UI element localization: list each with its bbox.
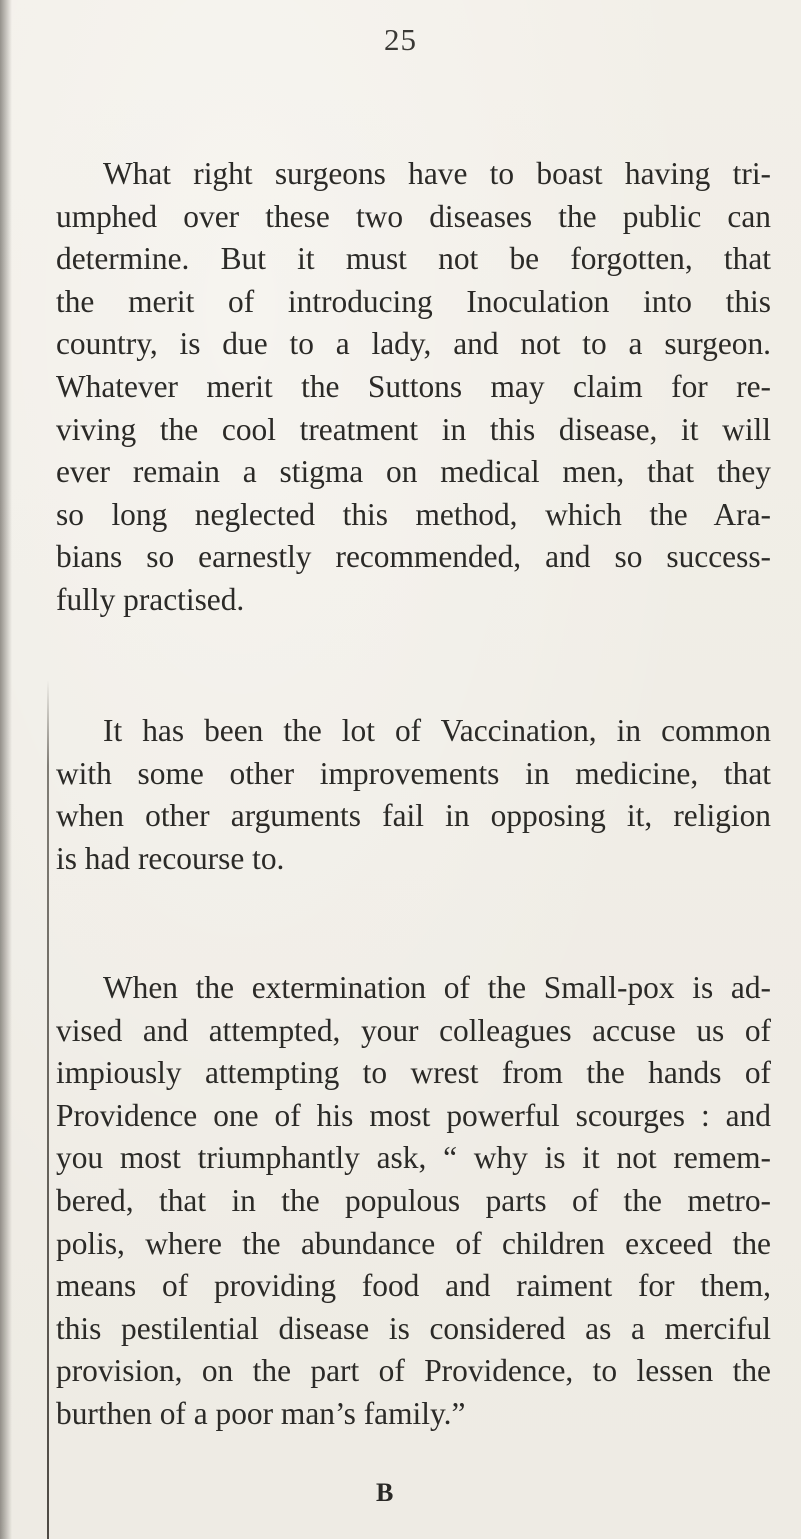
binding-shadow (0, 0, 12, 1539)
binding-edge (47, 680, 49, 1539)
paragraph-3 (56, 967, 771, 1436)
text-line: provision, on the part of Providence, to lessen the (56, 1353, 771, 1389)
text-line: the merit of introducing Inoculation into this (56, 283, 771, 319)
text-line: viving the cool treatment in this disease, it will (56, 411, 771, 447)
text-line: When the extermination of the Small-pox is ad- (103, 970, 771, 1005)
paragraph-1 (56, 153, 771, 622)
text-line: umphed over these two diseases the public can (56, 198, 771, 234)
text-line: bered, that in the populous parts of the metro- (56, 1182, 771, 1218)
text-line: burthen of a poor man’s family.” (56, 1395, 466, 1431)
text-line: Whatever merit the Suttons may claim for re- (56, 368, 771, 404)
text-line: It has been the lot of Vaccination, in common (103, 713, 771, 748)
text-line: means of providing food and raiment for them, (56, 1268, 771, 1304)
text-line: this pestilential disease is considered as a merciful (56, 1310, 771, 1346)
paragraph-2 (56, 710, 771, 880)
text-line: you most triumphantly ask, “ why is it not remem- (56, 1140, 771, 1176)
text-line: impiously attempting to wrest from the hands of (56, 1055, 771, 1091)
text-line: so long neglected this method, which the Ara- (56, 496, 771, 532)
text-line: bians so earnestly recommended, and so success- (56, 539, 771, 575)
text-line: is had recourse to. (56, 840, 285, 876)
text-line: determine. But it must not be forgotten, that (56, 241, 771, 277)
text-line: vised and attempted, your colleagues accuse us of (56, 1012, 771, 1048)
text-line: when other arguments fail in opposing it, religion (56, 798, 771, 834)
text-line: with some other improvements in medicine, that (56, 755, 771, 791)
text-line: country, is due to a lady, and not to a surgeon. (56, 326, 771, 362)
text-line: Providence one of his most powerful scourges : and (56, 1097, 771, 1133)
text-line: ever remain a stigma on medical men, that they (56, 454, 771, 490)
signature-mark: B (376, 1478, 394, 1507)
page-number: 25 (384, 22, 417, 57)
text-line: fully practised. (56, 581, 245, 617)
text-line: What right surgeons have to boast having tri- (103, 156, 771, 191)
text-line: polis, where the abundance of children exceed the (56, 1225, 771, 1261)
